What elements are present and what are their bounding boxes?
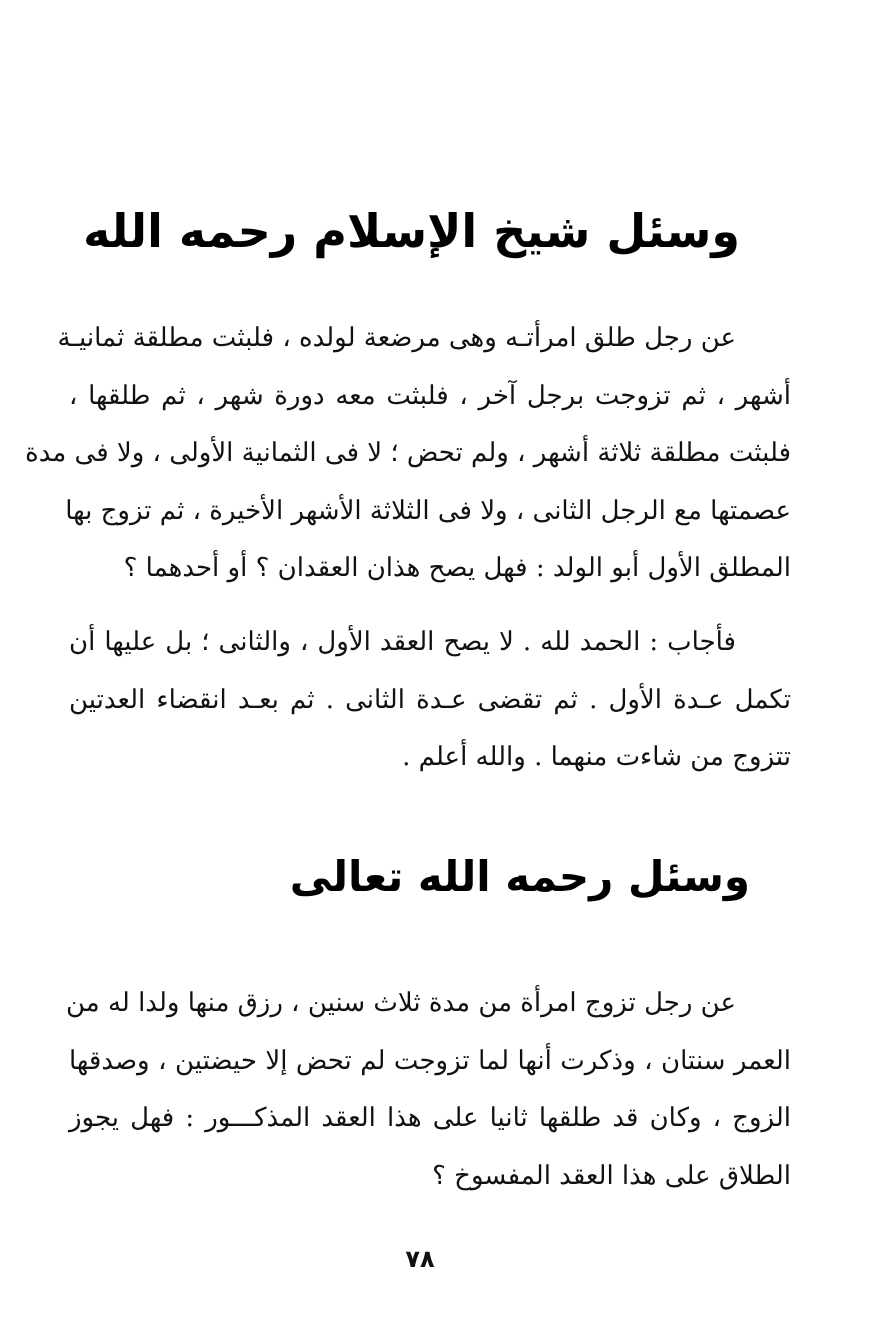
text-line: عن رجل طلق امرأتـه وهى مرضعة لولده ، فلبثت مطلقة ثمانيـة [57,323,736,353]
text-line: الزوج ، وكان قد طلقها ثانيا على هذا العقد المذكـــور : فهل يجوز [69,1103,791,1133]
text-line: العمر سنتان ، وذكرت أنها لما تزوجت لم تحض إلا حيضتين ، وصدقها [69,1045,791,1076]
text-line: عصمتها مع الرجل الثانى ، ولا فى الثلاثة الأشهر الأخيرة ، ثم تزوج بها [65,495,791,526]
text-line: المطلق الأول أبو الولد : فهل يصح هذان العقدان ؟ أو أحدهما ؟ [123,553,791,583]
question-paragraph-1 [25,310,791,598]
answer-paragraph-1 [69,614,791,787]
page-number: ٧٨ [405,1245,435,1273]
section-heading-second: وسئل رحمه الله تعالى [289,852,750,901]
section-heading-first: وسئل شيخ الإسلام رحمه الله [83,204,740,258]
text-line: تتزوج من شاءت منهما . والله أعلم . [402,742,791,772]
question-paragraph-2 [65,975,791,1205]
text-line: فلبثت مطلقة ثلاثة أشهر ، ولم تحض ؛ لا فى الثمانية الأولى ، ولا فى مدة [25,438,791,468]
text-line: الطلاق على هذا العقد المفسوخ ؟ [432,1160,791,1191]
text-line: فأجاب : الحمد لله . لا يصح العقد الأول ، والثانى ؛ بل عليها أن [69,627,736,657]
text-line: تكمل عـدة الأول . ثم تقضى عـدة الثانى . ثم بعـد انقضاء العدتين [69,684,791,715]
text-line: أشهر ، ثم تزوجت برجل آخر ، فلبثت معه دورة شهر ، ثم طلقها ، [69,380,791,411]
text-line: عن رجل تزوج امرأة من مدة ثلاث سنين ، رزق منها ولدا له من [65,988,736,1018]
